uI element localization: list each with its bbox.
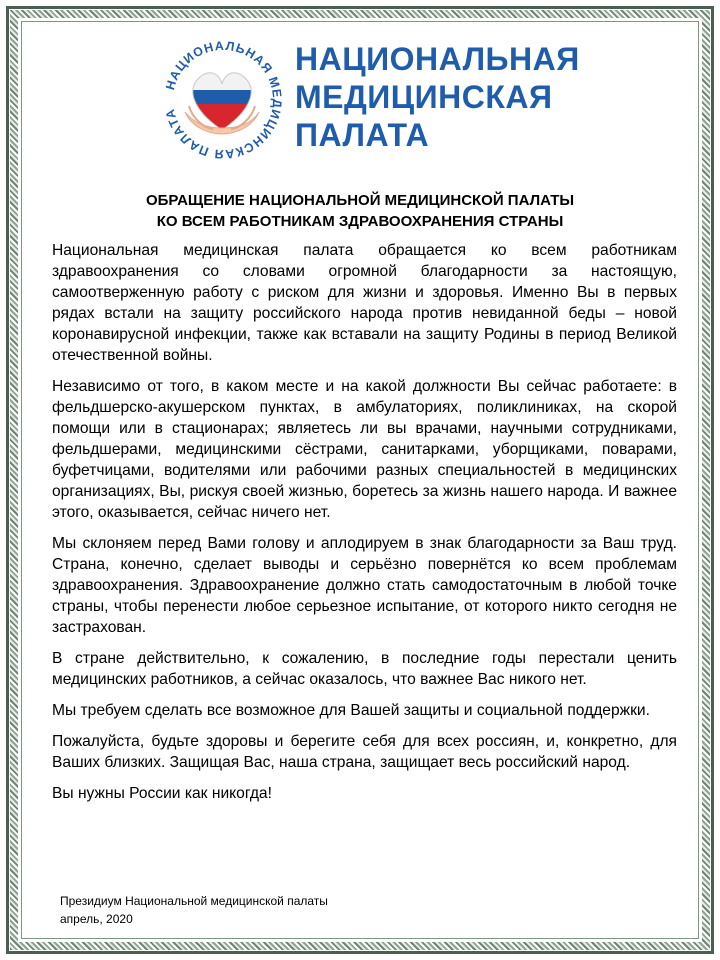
signature-date: апрель, 2020 — [60, 912, 133, 926]
closing-paragraph: Вы нужны России как никогда! — [52, 785, 272, 802]
title-line-1: ОБРАЩЕНИЕ НАЦИОНАЛЬНОЙ МЕДИЦИНСКОЙ ПАЛАТЫ — [145, 192, 575, 209]
paragraph: Национальная медицинская палата обращается ко всем работникам здравоохранения со словами огромной благодарности за настоящую, самоотверженную работу с риском для жизни и здоровья. Именно Вы в первых рядах встали на защиту российского народа против невиданной беды – новой коронавирусной инфекции, также как вставали на защиту Родины в период Великой отечественной войны. — [52, 242, 677, 364]
paragraph: В стране действительно, к сожалению, в последние годы перестали ценить медицинских работников, а сейчас оказалось, что важнее Вас никого нет. — [52, 650, 677, 688]
paragraph: Мы требуем сделать все возможное для Вашей защиты и социальной поддержки. — [52, 702, 650, 719]
document-title — [40, 190, 680, 232]
logo-line-1: НАЦИОНАЛЬНАЯ — [295, 41, 580, 77]
paragraph: Пожалуйста, будьте здоровы и берегите себя для всех россиян, и, конкретно, для Ваших близких. Защищая Вас, наша страна, защищает весь российский народ. — [52, 733, 677, 771]
paragraph: Мы склоняем перед Вами голову и аплодируем в знак благодарности за Ваш труд. Страна, конечно, сделает выводы и серьёзно повернётся ко всем проблемам здравоохранения. Здравоохранение должно стать самодостаточным в любой точке страны, чтобы перенести любое серьезное испытание, от которого никто сегодня не застрахован. — [52, 535, 677, 636]
document-body — [52, 240, 677, 814]
heart-hands-emblem-icon — [155, 30, 290, 165]
title-line-2: КО ВСЕМ РАБОТНИКАМ ЗДРАВООХРАНЕНИЯ СТРАНЫ — [156, 213, 564, 230]
signature-line-1: Президиум Национальной медицинской палаты — [60, 894, 328, 908]
logo-line-3: ПАЛАТА — [295, 117, 430, 153]
emblem-arc-text: НАЦИОНАЛЬНАЯ МЕДИЦИНСКАЯ ПАЛАТА — [162, 38, 285, 162]
paragraph: Независимо от того, в каком месте и на какой должности Вы сейчас работаете: в фельдшерско-акушерском пунктах, в амбулаториях, поликлиниках, на скорой помощи или в стационарах; являетесь ли вы врачами, научными сотрудниками, фельдшерами, медицинскими сёстрами, санитарками, уборщиками, поварами, буфетчицами, водителями или рабочими разных специальностей в медицинских организациях, Вы, рискуя своей жизнью, боретесь за жизнь нашего народа. И важнее этого, оказывается, сейчас ничего нет. — [52, 378, 677, 521]
logo — [155, 30, 580, 170]
signature-block — [60, 892, 328, 928]
logo-line-2: МЕДИЦИНСКАЯ — [295, 79, 553, 115]
logo-wordmark — [295, 40, 580, 154]
